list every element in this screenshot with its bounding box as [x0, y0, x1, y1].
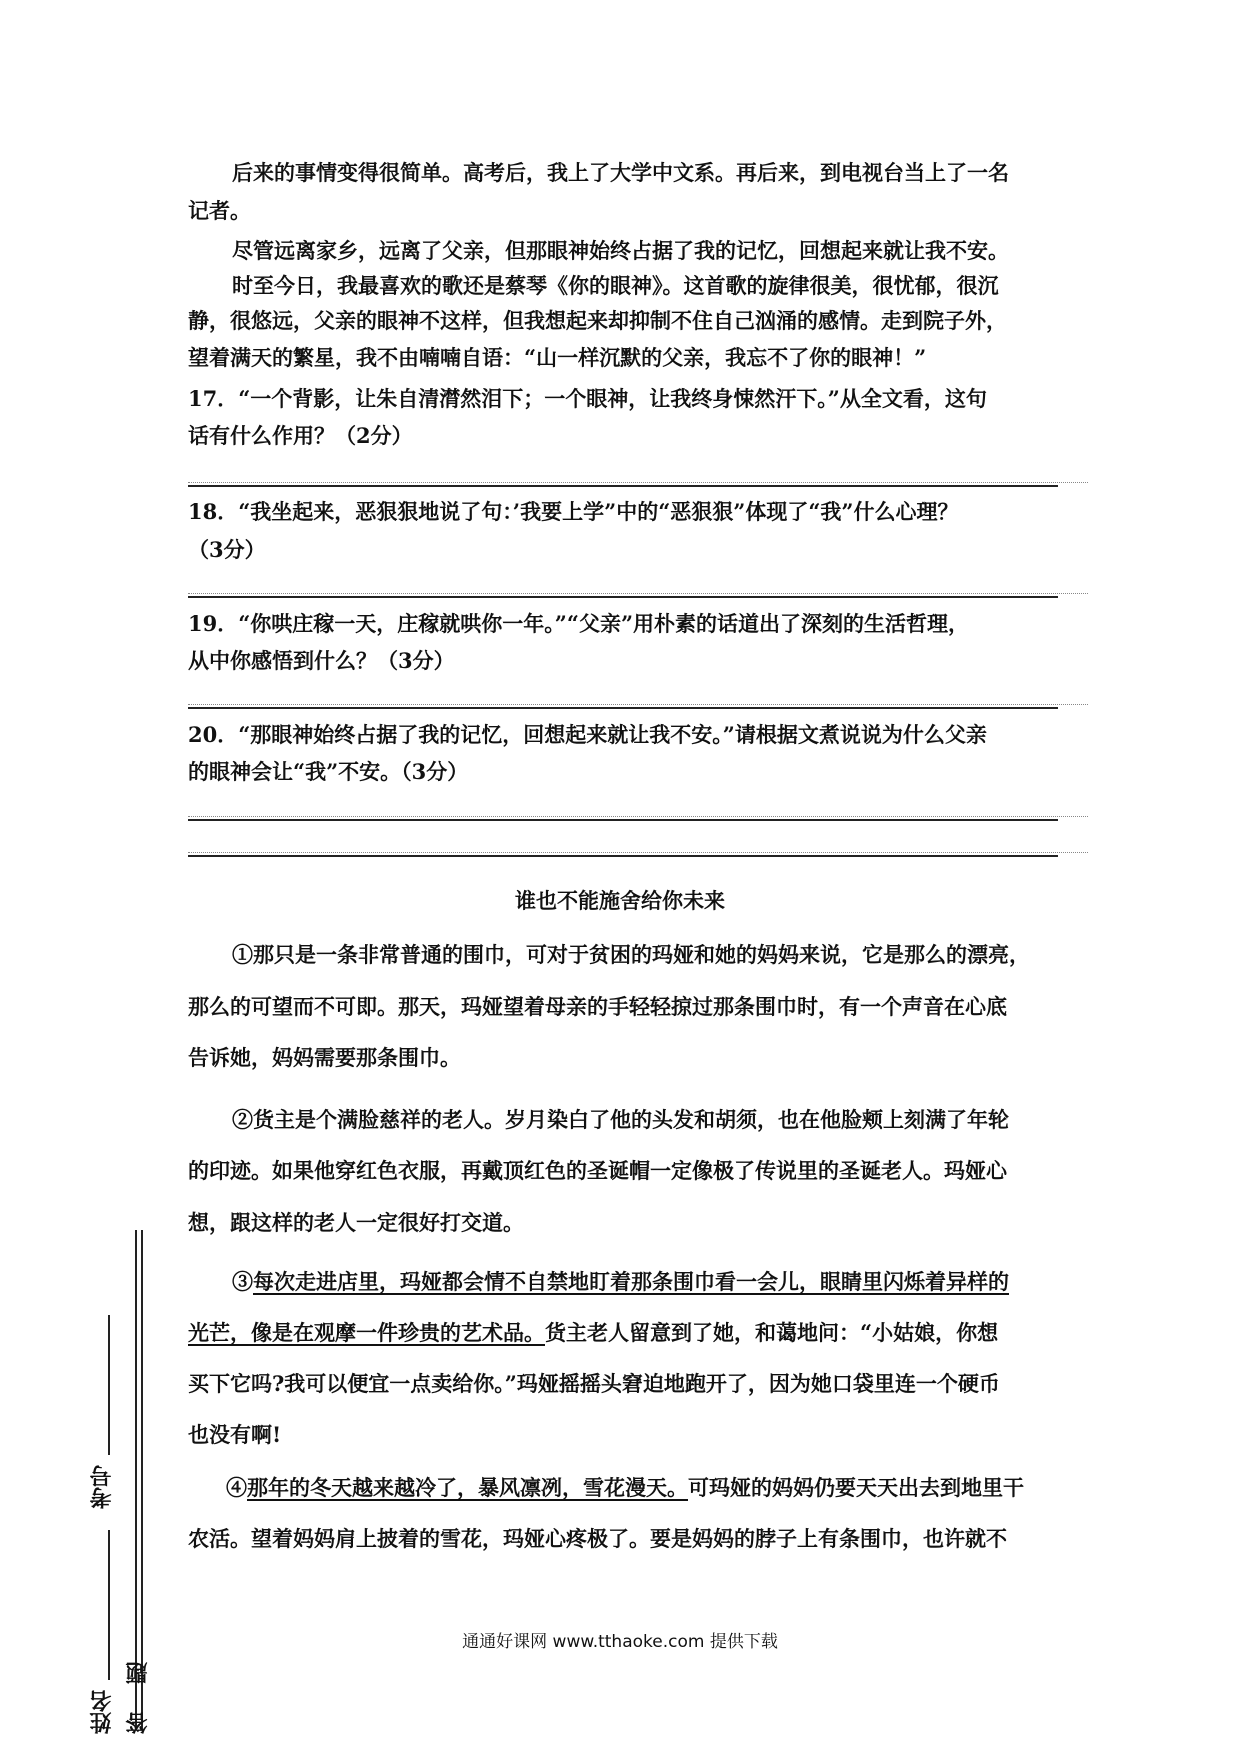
question-18: 18．“我坐起来，恶狠狠地说了句：’我要上学”中的“恶狠狠”体现了“我”什么心理？ — [188, 499, 959, 524]
paragraph-1: ①那只是一条非常普通的围巾，可对于贫困的玛娅和她的妈妈来说，它是那么的漂亮， — [232, 942, 1030, 967]
answer-line-20a[interactable] — [188, 819, 1058, 821]
paragraph-number: ③ — [232, 1269, 253, 1294]
passage-line: 望着满天的繁星，我不由喃喃自语：“山一样沉默的父亲，我忘不了你的眼神！” — [188, 345, 927, 370]
answer-line-dotted — [188, 593, 1088, 594]
question-20-cont: 的眼神会让“我”不安。（3分） — [188, 759, 469, 784]
answer-line-18[interactable] — [188, 596, 1058, 598]
passage-title: 谁也不能施舍给你未来 — [515, 888, 725, 913]
passage-line: 记者。 — [188, 198, 251, 223]
paragraph-1-line: 告诉她，妈妈需要那条围巾。 — [188, 1045, 461, 1070]
question-17: 17．“一个背影，让朱自清潸然泪下；一个眼神，让我终身悚然汗下。”从全文看，这句 — [188, 386, 987, 411]
question-18-cont: （3分） — [188, 537, 266, 562]
paragraph-3-line: 也没有啊! — [188, 1422, 282, 1447]
binding-line — [141, 1230, 143, 1730]
answer-line-dotted — [188, 852, 1088, 853]
footer-credit: 通通好课网 www.tthaoke.com 提供下载 — [462, 1632, 778, 1652]
name-label: 姓名 — [89, 1690, 115, 1734]
paragraph-2-line: 的印迹。如果他穿红色衣服，再戴顶红色的圣诞帽一定像极了传说里的圣诞老人。玛娅心 — [188, 1158, 1007, 1183]
exam-number-blank[interactable] — [108, 1315, 110, 1455]
paragraph-1-line: 那么的可望而不可即。那天，玛娅望着母亲的手轻轻掠过那条围巾时，有一个声音在心底 — [188, 994, 1007, 1019]
paragraph-4-line: 农活。望着妈妈肩上披着的雪花，玛娅心疼极了。要是妈妈的脖子上有条围巾，也许就不 — [188, 1526, 1007, 1551]
paragraph-2: ②货主是个满脸慈祥的老人。岁月染白了他的头发和胡须，也在他脸颊上刻满了年轮 — [232, 1107, 1009, 1132]
answer-line-19[interactable] — [188, 707, 1058, 709]
paragraph-number: ④ — [226, 1475, 247, 1500]
paragraph-3 — [232, 1267, 1102, 1297]
paragraph-3-line: 买下它吗?我可以便宜一点卖给你。”玛娅摇摇头窘迫地跑开了，因为她口袋里连一个硬币 — [188, 1371, 1000, 1396]
paragraph-3-line: 光芒，像是在观摩一件珍贵的艺术品。货主老人留意到了她，和蔼地问：“小姑娘，你想 — [188, 1320, 999, 1345]
binding-label-ti: 题 — [125, 1662, 151, 1684]
underlined-text: 光芒，像是在观摩一件珍贵的艺术品。 — [188, 1320, 545, 1345]
passage-line: 静，很悠远，父亲的眼神不这样，但我想起来却抑制不住自己汹涌的感情。走到院子外， — [188, 308, 1007, 333]
question-20: 20．“那眼神始终占据了我的记忆，回想起来就让我不安。”请根据文煮说说为什么父亲 — [188, 722, 987, 747]
answer-line-dotted — [188, 704, 1088, 705]
passage-line: 时至今日，我最喜欢的歌还是蔡琴《你的眼神》。这首歌的旋律很美，很忧郁，很沉 — [232, 273, 999, 298]
paragraph-2-line: 想，跟这样的老人一定很好打交道。 — [188, 1210, 524, 1235]
exam-number-label: 考号 — [89, 1465, 115, 1509]
binding-line — [135, 1230, 137, 1730]
answer-line-dotted — [188, 482, 1088, 483]
question-17-cont: 话有什么作用？（2分） — [188, 423, 413, 448]
binding-label-da: 答 — [125, 1712, 151, 1734]
exam-number-blank-lower[interactable] — [108, 1530, 110, 1680]
underlined-text: 那年的冬天越来越冷了，暴风凛冽，雪花漫天。 — [247, 1475, 688, 1500]
answer-line-17[interactable] — [188, 485, 1058, 487]
paragraph-4: ④那年的冬天越来越冷了，暴风凛冽，雪花漫天。可玛娅的妈妈仍要天天出去到地里干 — [226, 1475, 1024, 1500]
answer-line-20b[interactable] — [188, 855, 1058, 857]
passage-line: 尽管远离家乡，远离了父亲，但那眼神始终占据了我的记忆，回想起来就让我不安。 — [232, 238, 1009, 263]
question-19: 19．“你哄庄稼一天，庄稼就哄你一年。”“父亲”用朴素的话道出了深刻的生活哲理， — [188, 611, 970, 636]
answer-line-dotted — [188, 816, 1088, 817]
question-19-cont: 从中你感悟到什么？（3分） — [188, 648, 455, 673]
underlined-text: 每次走进店里，玛娅都会情不自禁地盯着那条围巾看一会儿，眼睛里闪烁着异样的 — [253, 1269, 1009, 1294]
passage-line: 后来的事情变得很简单。高考后，我上了大学中文系。再后来，到电视台当上了一名 — [232, 160, 1009, 185]
